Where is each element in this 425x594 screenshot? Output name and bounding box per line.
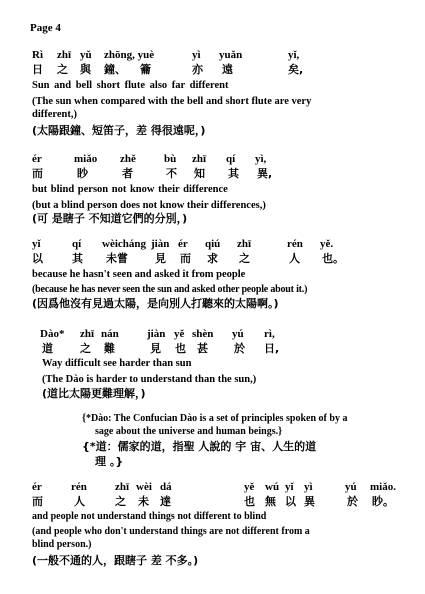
footnote-english: {*Dào: The Confucian Dào is a set of principles spoken of by a	[82, 413, 348, 424]
chinese-char: 見	[155, 252, 166, 265]
pinyin-row	[0, 480, 425, 494]
pinyin-word: zhī	[192, 153, 207, 165]
modern-chinese-line: (可 是瞎子 不知道它們的分別，)	[32, 212, 188, 225]
pinyin-word: yú	[345, 481, 357, 493]
pinyin-word: ér	[32, 153, 42, 165]
footnote-chinese: {*道：儒家的道，指聖 人說的 宇 宙、人生的道	[82, 440, 317, 453]
chinese-char: 也。	[322, 252, 344, 265]
chinese-row	[0, 167, 425, 181]
pinyin-word: rì,	[264, 328, 275, 340]
english-gloss: because he hasn't seen and asked it from people	[32, 269, 246, 280]
modern-chinese-line: (一般不通的人，跟瞎子 差 不多。)	[32, 554, 199, 567]
pinyin-word: yǔ	[80, 49, 92, 61]
pinyin-word: rén	[71, 481, 87, 493]
modern-chinese-line: (太陽跟鐘、短笛子，差 得很遠呢，)	[32, 124, 206, 137]
pinyin-word: dá	[160, 481, 172, 493]
pinyin-word: miǎo.	[370, 481, 396, 493]
pinyin-word: yì,	[255, 153, 267, 165]
pinyin-word: qiú	[205, 238, 221, 250]
pinyin-word: yú	[232, 328, 244, 340]
pinyin-word: yě	[174, 328, 185, 340]
pinyin-row	[0, 237, 425, 251]
pinyin-word: zhī	[80, 328, 95, 340]
chinese-char: 與	[80, 63, 91, 76]
chinese-char: 其	[72, 252, 83, 265]
chinese-char: 日	[32, 63, 43, 76]
chinese-char: 矣,	[288, 63, 304, 76]
pinyin-word: yǐ,	[288, 49, 300, 61]
chinese-char: 籥	[140, 63, 151, 76]
pinyin-word: ér	[32, 481, 42, 493]
chinese-char: 日,	[264, 342, 280, 355]
chinese-char: 不	[166, 167, 177, 180]
chinese-char: 亦	[192, 63, 203, 76]
chinese-char: 其	[228, 167, 239, 180]
footnote-english: sage about the universe and human beings.}	[95, 426, 283, 437]
chinese-char: 而	[32, 495, 43, 508]
pinyin-word: qí	[226, 153, 236, 165]
chinese-char: 者	[122, 167, 133, 180]
pinyin-word: jiàn	[147, 328, 166, 340]
chinese-char: 於	[347, 495, 358, 508]
pinyin-word: rén	[287, 238, 303, 250]
chinese-char: 也	[175, 342, 186, 355]
pinyin-word: zhī	[57, 49, 72, 61]
pinyin-word: zhī	[237, 238, 252, 250]
pinyin-word: yuǎn	[219, 49, 243, 61]
pinyin-word: qí	[72, 238, 82, 250]
footnote-chinese: 理 。}	[95, 455, 124, 468]
pinyin-word: wú	[265, 481, 280, 493]
chinese-char: 難	[104, 342, 115, 355]
pinyin-word: yě	[244, 481, 255, 493]
chinese-char: 而	[180, 252, 191, 265]
translation-line: (and people who don't understand things are not different from a	[32, 526, 310, 537]
chinese-char: 無	[265, 495, 276, 508]
chinese-char: 於	[234, 342, 245, 355]
translation-line: (The sun when compared with the bell and short flute are very	[32, 96, 312, 107]
pinyin-word: bù	[164, 153, 177, 165]
chinese-char: 甚	[197, 342, 208, 355]
pinyin-word: zhī	[115, 481, 130, 493]
chinese-char: 之	[80, 342, 91, 355]
pinyin-word: Rì	[32, 49, 43, 61]
pinyin-row	[0, 327, 425, 341]
pinyin-word: yì	[304, 481, 313, 493]
translation-line: (The Dào is harder to understand than the sun,)	[42, 374, 257, 385]
chinese-char: 眇。	[372, 495, 394, 508]
translation-line: (because he has never seen the sun and asked other people about it.)	[32, 284, 308, 295]
page-label: Page 4	[30, 22, 61, 34]
modern-chinese-line: (道比太陽更難理解，)	[42, 387, 146, 400]
chinese-char: 人	[289, 252, 300, 265]
chinese-char: 異,	[257, 167, 273, 180]
english-gloss: and people not understand things not different to blind	[32, 511, 267, 522]
pinyin-word: wèi	[136, 481, 152, 493]
chinese-char: 未嘗	[106, 252, 128, 265]
chinese-char: 道	[42, 342, 53, 355]
chinese-char: 人	[74, 495, 85, 508]
pinyin-word: miǎo	[74, 153, 98, 165]
translation-line: (but a blind person does not know their differences,)	[32, 200, 266, 211]
chinese-char: 遠	[222, 63, 233, 76]
chinese-char: 之	[115, 495, 126, 508]
translation-line: different,)	[32, 109, 77, 120]
pinyin-word: shèn	[192, 328, 214, 340]
chinese-row	[0, 495, 425, 509]
chinese-char: 未	[138, 495, 149, 508]
pinyin-word: yǐ	[32, 238, 41, 250]
chinese-char: 也	[244, 495, 255, 508]
modern-chinese-line: (因爲他沒有見過太陽，是向別人打聽來的太陽啊。)	[32, 297, 279, 310]
chinese-char: 知	[194, 167, 205, 180]
pinyin-word: jiàn	[151, 238, 170, 250]
chinese-char: 以	[285, 495, 296, 508]
pinyin-word: yǐ	[285, 481, 294, 493]
chinese-char: 見	[150, 342, 161, 355]
chinese-char: 達	[160, 495, 171, 508]
translation-line: blind person.)	[32, 539, 92, 550]
chinese-row	[0, 252, 425, 266]
chinese-char: 求	[207, 252, 218, 265]
chinese-char: 而	[32, 167, 43, 180]
pinyin-word: wèicháng	[102, 238, 146, 250]
pinyin-word: nán	[101, 328, 119, 340]
english-gloss: but blind person not know their difference	[32, 184, 228, 195]
pinyin-word: ér	[178, 238, 188, 250]
chinese-char: 之	[57, 63, 68, 76]
chinese-char: 異	[304, 495, 315, 508]
english-gloss: Way difficult see harder than sun	[42, 358, 192, 369]
chinese-char: 鐘、	[104, 63, 126, 76]
pinyin-row	[0, 48, 425, 62]
chinese-char: 眇	[77, 167, 88, 180]
chinese-char: 以	[32, 252, 43, 265]
pinyin-word: Dào*	[40, 328, 65, 340]
pinyin-row	[0, 152, 425, 166]
chinese-char: 之	[239, 252, 250, 265]
pinyin-word: zhōng, yuè	[104, 49, 155, 61]
pinyin-word: yì	[192, 49, 201, 61]
chinese-row	[0, 63, 425, 77]
pinyin-word: yě.	[320, 238, 334, 250]
chinese-row	[0, 342, 425, 356]
english-gloss: Sun and bell short flute also far different	[32, 80, 229, 91]
pinyin-word: zhě	[120, 153, 136, 165]
